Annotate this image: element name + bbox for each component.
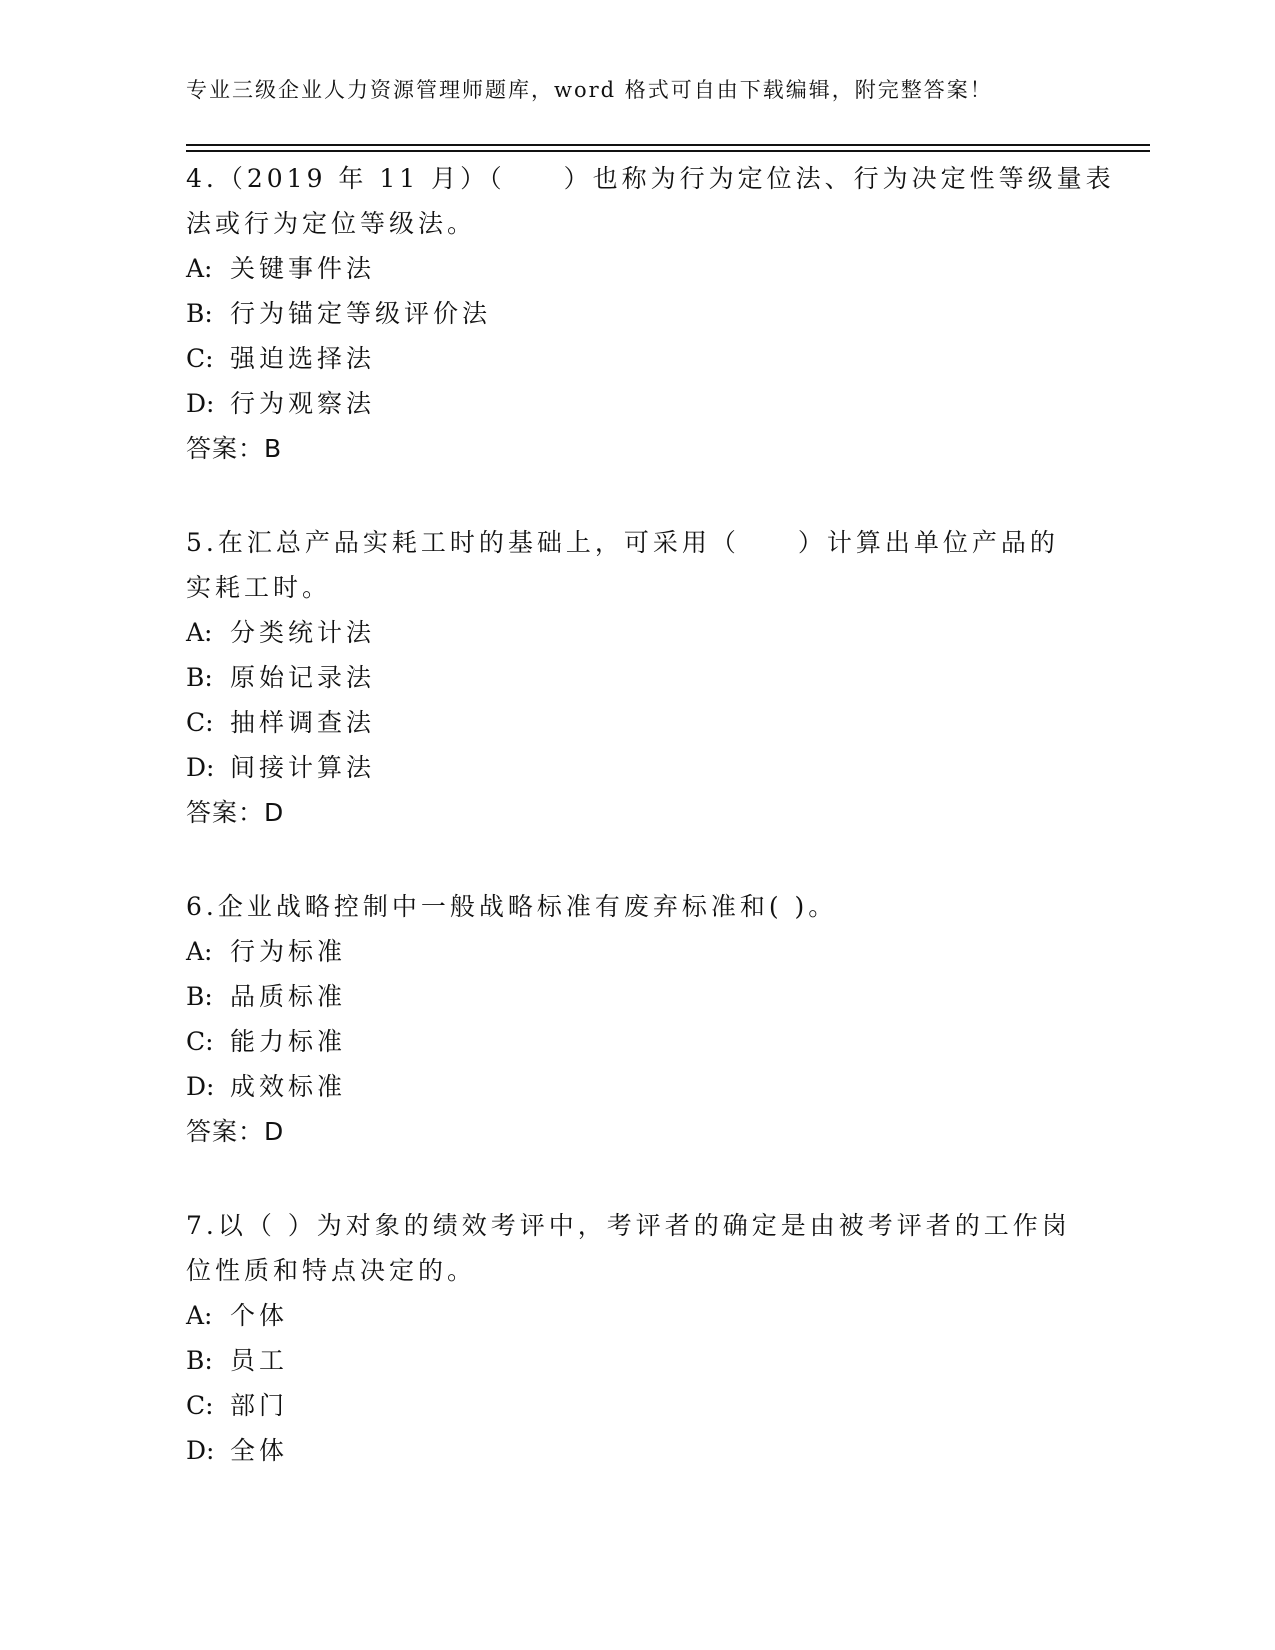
option-text: 全体 [230,1436,289,1465]
question-stem [186,1203,1086,1293]
option-b [186,291,1086,336]
answer-line: 答案：B [186,434,283,463]
option-d [186,745,1086,790]
option-c [186,336,1086,381]
question-7 [186,1203,1086,1473]
question-5 [186,520,1086,835]
option-a [186,246,1086,291]
option-letter: B: [186,982,213,1011]
option-text: 员工 [230,1346,289,1375]
option-letter: B: [186,663,213,692]
answer-line: 答案：D [186,798,285,827]
question-stem [186,156,1115,246]
option-letter: A: [186,1301,213,1330]
option-letter: B: [186,299,213,328]
question-stem [186,520,1086,610]
question-stem-line: 7.以（ ）为对象的绩效考评中，考评者的确定是由被考评者的工作岗 [186,1211,1071,1240]
option-letter: B: [186,1346,213,1375]
question-4 [186,156,1115,471]
page-header: 专业三级企业人力资源管理师题库，word 格式可自由下载编辑，附完整答案！ [186,78,993,102]
option-c [186,700,1086,745]
option-c [186,1383,1086,1428]
option-d [186,1428,1086,1473]
option-text: 行为标准 [230,937,347,966]
question-stem-line: 法或行为定位等级法。 [186,209,477,238]
option-text: 间接计算法 [230,753,376,782]
header-divider-bottom [186,150,1150,152]
option-text: 行为锚定等级评价法 [230,299,492,328]
option-b [186,974,1086,1019]
option-letter: C: [186,344,214,373]
option-letter: C: [186,1391,214,1420]
option-letter: D: [186,1436,215,1465]
option-text: 能力标准 [230,1027,347,1056]
option-b [186,1338,1086,1383]
option-letter: C: [186,1027,214,1056]
option-a [186,929,1086,974]
option-d [186,381,1086,426]
question-stem-line: 4.（2019 年 11 月）（ ）也称为行为定位法、行为决定性等级量表 [186,164,1115,193]
header-divider-top [186,144,1150,146]
option-text: 个体 [230,1301,289,1330]
option-letter: D: [186,753,215,782]
option-letter: A: [186,618,213,647]
question-stem [186,884,1086,929]
option-c [186,1019,1086,1064]
answer-line: 答案：D [186,1117,285,1146]
option-text: 分类统计法 [230,618,376,647]
question-stem-line: 位性质和特点决定的。 [186,1256,477,1285]
option-text: 关键事件法 [230,254,376,283]
option-letter: D: [186,1072,215,1101]
option-text: 品质标准 [230,982,347,1011]
option-text: 原始记录法 [230,663,376,692]
option-b [186,655,1086,700]
question-6 [186,884,1086,1154]
option-text: 强迫选择法 [230,344,376,373]
question-stem-line: 实耗工时。 [186,573,332,602]
option-text: 行为观察法 [230,389,376,418]
option-letter: C: [186,708,214,737]
option-letter: A: [186,937,213,966]
option-a [186,1293,1086,1338]
question-stem-line: 5.在汇总产品实耗工时的基础上，可采用（ ）计算出单位产品的 [186,528,1059,557]
option-d [186,1064,1086,1109]
question-stem-line: 6.企业战略控制中一般战略标准有废弃标准和( )。 [186,892,838,921]
option-a [186,610,1086,655]
option-text: 部门 [230,1391,289,1420]
option-text: 抽样调查法 [230,708,376,737]
option-letter: D: [186,389,215,418]
option-text: 成效标准 [230,1072,347,1101]
option-letter: A: [186,254,213,283]
